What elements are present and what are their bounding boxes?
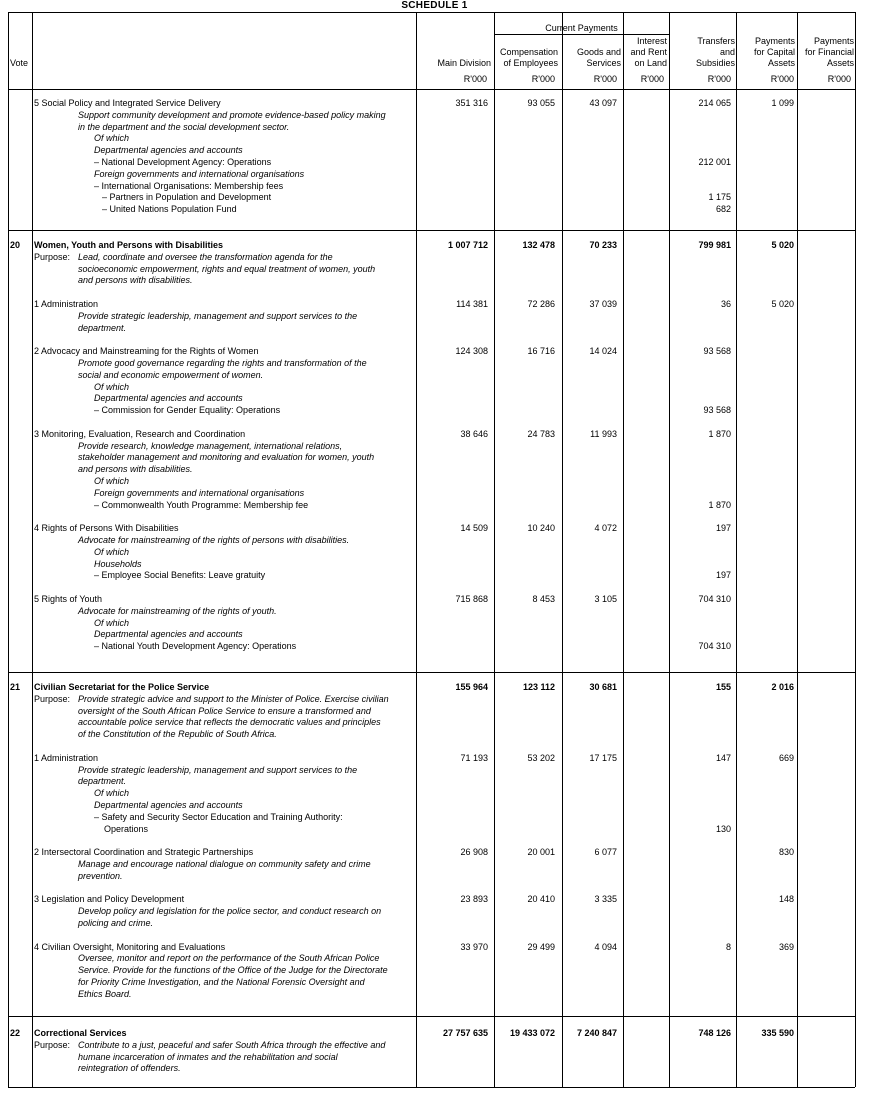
description-line: Oversee, monitor and report on the performance of the South African Police bbox=[78, 953, 380, 964]
description-line: 5 Rights of Youth bbox=[34, 594, 103, 604]
unit-transfers: R'000 bbox=[707, 74, 731, 84]
column-rule bbox=[494, 12, 495, 1087]
vote-number: 21 bbox=[10, 682, 21, 692]
financial-header-l1: Payments bbox=[813, 36, 854, 46]
amount-transfers: 1 870 bbox=[708, 499, 731, 510]
description-line: – International Organisations: Membership fees bbox=[94, 180, 284, 191]
capital-header-l2: for Capital bbox=[753, 47, 795, 57]
amount-capital: 369 bbox=[778, 941, 794, 952]
description-line: for Priority Crime Investigation, and the National Forensic Oversight and bbox=[78, 977, 365, 987]
amount-capital: 148 bbox=[778, 894, 794, 905]
description-line: Households bbox=[94, 558, 142, 569]
amount-capital: 5 020 bbox=[771, 240, 794, 250]
unit-main: R'000 bbox=[463, 74, 487, 84]
amount-comp: 132 478 bbox=[522, 240, 555, 250]
purpose-line bbox=[34, 1039, 386, 1052]
purpose-line bbox=[34, 251, 333, 264]
description-line: Departmental agencies and accounts bbox=[94, 393, 243, 404]
unit-comp: R'000 bbox=[531, 74, 555, 84]
amount-comp: 10 240 bbox=[527, 523, 555, 534]
current-payments-header: Current Payments bbox=[545, 23, 618, 33]
description-line: – United Nations Population Fund bbox=[102, 204, 237, 215]
interest-header-l3: on Land bbox=[634, 58, 667, 68]
description-line: Of which bbox=[94, 381, 130, 392]
amount-goods: 3 335 bbox=[594, 894, 617, 905]
column-rule bbox=[32, 12, 33, 1087]
description-line: humane incarceration of inmates and the rehabilitation and social bbox=[78, 1051, 338, 1062]
description-line: Foreign governments and international organisations bbox=[94, 168, 305, 179]
amount-comp: 72 286 bbox=[527, 299, 555, 309]
amount-main: 715 868 bbox=[455, 594, 488, 604]
description-line: – Commission for Gender Equality: Operations bbox=[94, 405, 281, 416]
amount-main: 26 908 bbox=[460, 847, 488, 858]
amount-transfers: 1 175 bbox=[708, 192, 731, 203]
description-line: Of which bbox=[94, 617, 130, 628]
description-line: oversight of the South African Police Service to ensure a transformed and bbox=[78, 705, 371, 716]
amount-capital: 2 016 bbox=[771, 682, 794, 692]
description-line: Manage and encourage national dialogue on community safety and crime bbox=[78, 859, 371, 869]
purpose-line bbox=[34, 693, 389, 706]
amount-transfers: 704 310 bbox=[698, 641, 731, 652]
amount-goods: 17 175 bbox=[589, 752, 617, 763]
goods-header-l1: Goods and bbox=[576, 47, 621, 57]
unit-capital: R'000 bbox=[770, 74, 794, 84]
capital-header bbox=[739, 36, 795, 69]
amount-comp: 53 202 bbox=[527, 752, 555, 763]
amount-main: 114 381 bbox=[456, 299, 488, 309]
purpose-text: Provide strategic advice and support to the Minister of Police. Exercise civilian bbox=[78, 693, 389, 704]
schedule-title: SCHEDULE 1 bbox=[401, 0, 468, 11]
amount-transfers: 155 bbox=[715, 682, 731, 692]
description-line: social and economic empowerment of women. bbox=[78, 369, 264, 380]
amount-goods: 70 233 bbox=[589, 240, 617, 250]
description-line: in the department and the social development sector. bbox=[78, 121, 290, 132]
amount-main: 351 316 bbox=[455, 98, 488, 108]
amount-transfers: 682 bbox=[715, 204, 731, 215]
amount-comp: 20 001 bbox=[527, 847, 555, 858]
amount-comp: 20 410 bbox=[527, 894, 555, 905]
block-rule bbox=[8, 230, 855, 231]
block-rule bbox=[8, 1016, 855, 1017]
amount-transfers: 1 870 bbox=[708, 428, 731, 439]
amount-goods: 37 039 bbox=[589, 299, 617, 309]
description-line: Of which bbox=[94, 133, 130, 144]
description-line: and persons with disabilities. bbox=[78, 464, 193, 475]
interest-header bbox=[624, 36, 667, 69]
block-rule bbox=[8, 672, 855, 673]
amount-comp: 24 783 bbox=[527, 428, 555, 439]
capital-header-l3: Assets bbox=[767, 58, 795, 68]
amount-capital: 669 bbox=[778, 752, 794, 763]
amount-capital: 335 590 bbox=[761, 1028, 794, 1038]
description-line: Promote good governance regarding the rights and transformation of the bbox=[78, 358, 367, 368]
amount-main: 1 007 712 bbox=[447, 240, 488, 250]
amount-main: 33 970 bbox=[460, 941, 488, 952]
amount-comp: 19 433 072 bbox=[509, 1028, 555, 1038]
main-division-header: Main Division bbox=[437, 58, 491, 68]
purpose-text: Contribute to a just, peaceful and safer South Africa through the effective and bbox=[78, 1039, 386, 1050]
amount-main: 38 646 bbox=[460, 428, 488, 439]
amount-transfers: 197 bbox=[715, 523, 731, 534]
amount-capital: 5 020 bbox=[771, 299, 794, 309]
amount-transfers: 36 bbox=[720, 299, 731, 309]
description-line: and persons with disabilities. bbox=[78, 275, 193, 286]
description-line: Support community development and promote evidence-based policy making bbox=[78, 109, 386, 120]
column-rule bbox=[623, 12, 624, 1087]
description-line: 5 Social Policy and Integrated Service Delivery bbox=[34, 98, 221, 108]
description-line: – Safety and Security Sector Education and Training Authority: bbox=[94, 811, 343, 822]
description-line: 2 Intersectoral Coordination and Strategic Partnerships bbox=[34, 847, 254, 858]
description-line: department. bbox=[78, 322, 127, 333]
purpose-text: Lead, coordinate and oversee the transformation agenda for the bbox=[78, 251, 333, 262]
description-line: stakeholder management and monitoring and evaluation for women, youth bbox=[78, 452, 375, 463]
amount-capital: 830 bbox=[778, 847, 794, 858]
description-line: Departmental agencies and accounts bbox=[94, 145, 243, 156]
description-line: Ethics Board. bbox=[78, 988, 132, 999]
purpose-label: Purpose: bbox=[34, 693, 71, 704]
transfers-header-l3: Subsidies bbox=[695, 58, 735, 68]
description-line: Departmental agencies and accounts bbox=[94, 629, 243, 640]
amount-goods: 4 094 bbox=[594, 941, 617, 952]
description-line: Of which bbox=[94, 546, 130, 557]
description-line: 1 Administration bbox=[34, 299, 99, 309]
unit-financial: R'000 bbox=[827, 74, 851, 84]
description-line: Advocate for mainstreaming of the rights of persons with disabilities. bbox=[78, 535, 350, 545]
vote-header: Vote bbox=[10, 58, 29, 68]
description-line: prevention. bbox=[78, 870, 123, 881]
current-payments-rule bbox=[494, 34, 669, 35]
description-line: 1 Administration bbox=[34, 752, 99, 763]
amount-comp: 8 453 bbox=[532, 594, 555, 604]
amount-transfers: 147 bbox=[715, 752, 731, 763]
goods-header-l2: Services bbox=[586, 58, 621, 68]
amount-transfers: 93 568 bbox=[703, 346, 731, 357]
vote-title: Civilian Secretariat for the Police Service bbox=[34, 682, 210, 692]
capital-header-l1: Payments bbox=[754, 36, 795, 46]
transfers-header-l1: Transfers bbox=[697, 36, 735, 46]
column-rule bbox=[669, 12, 670, 1087]
amount-goods: 4 072 bbox=[594, 523, 617, 534]
amount-goods: 43 097 bbox=[589, 98, 617, 108]
amount-goods: 6 077 bbox=[594, 847, 617, 858]
purpose-label: Purpose: bbox=[34, 1039, 71, 1050]
description-line: of the Constitution of the Republic of South Africa. bbox=[78, 729, 277, 740]
purpose-label: Purpose: bbox=[34, 251, 71, 262]
amount-main: 14 509 bbox=[460, 523, 488, 534]
description-line: 4 Civilian Oversight, Monitoring and Evaluations bbox=[34, 941, 226, 952]
description-line: Of which bbox=[94, 476, 130, 486]
description-line: – Commonwealth Youth Programme: Membership fee bbox=[94, 499, 309, 510]
description-line: Foreign governments and international organisations bbox=[94, 487, 305, 498]
description-line: socioeconomic empowerment, rights and equal treatment of women, youth bbox=[78, 263, 376, 274]
amount-transfers: 799 981 bbox=[698, 240, 731, 250]
description-line: department. bbox=[78, 776, 127, 787]
amount-goods: 30 681 bbox=[589, 682, 617, 692]
column-rule bbox=[562, 12, 563, 1087]
description-line: – National Youth Development Agency: Operations bbox=[94, 641, 297, 652]
compensation-header bbox=[495, 47, 558, 69]
amount-goods: 14 024 bbox=[589, 346, 617, 357]
column-rule bbox=[855, 12, 856, 1087]
amount-main: 71 193 bbox=[460, 752, 488, 763]
column-rule bbox=[797, 12, 798, 1087]
amount-transfers: 93 568 bbox=[703, 405, 731, 416]
amount-main: 23 893 bbox=[460, 894, 488, 905]
amount-main: 124 308 bbox=[455, 346, 488, 357]
amount-comp: 93 055 bbox=[527, 98, 555, 108]
amount-transfers: 197 bbox=[715, 570, 731, 581]
table-top-rule bbox=[8, 12, 855, 13]
description-line: 4 Rights of Persons With Disabilities bbox=[34, 523, 179, 534]
description-line: – National Development Agency: Operations bbox=[94, 157, 272, 167]
description-line: Provide strategic leadership, management and support services to the bbox=[78, 764, 358, 775]
description-line: 3 Legislation and Policy Development bbox=[34, 894, 185, 905]
description-line: Operations bbox=[104, 823, 149, 834]
header-rule bbox=[8, 89, 855, 90]
description-line: Advocate for mainstreaming of the rights of youth. bbox=[78, 605, 277, 616]
description-line: Departmental agencies and accounts bbox=[94, 800, 243, 810]
description-line: 2 Advocacy and Mainstreaming for the Rights of Women bbox=[34, 346, 259, 357]
goods-header bbox=[563, 47, 621, 69]
description-line: Service. Provide for the functions of the Office of the Judge for the Directorate bbox=[78, 965, 388, 976]
column-rule bbox=[8, 12, 9, 1087]
amount-transfers: 130 bbox=[715, 823, 731, 834]
description-line: – Partners in Population and Development bbox=[102, 192, 272, 203]
financial-header-l3: Assets bbox=[826, 58, 854, 68]
amount-goods: 3 105 bbox=[594, 594, 617, 604]
amount-transfers: 214 065 bbox=[698, 98, 731, 108]
description-line: accountable police service that reflects the democratic values and principles bbox=[78, 717, 381, 728]
vote-title: Women, Youth and Persons with Disabilities bbox=[34, 240, 224, 250]
vote-number: 22 bbox=[10, 1028, 21, 1038]
description-line: Develop policy and legislation for the police sector, and conduct research on bbox=[78, 906, 382, 917]
unit-interest: R'000 bbox=[640, 74, 664, 84]
interest-header-l1: Interest bbox=[636, 36, 667, 46]
table-bottom-rule bbox=[8, 1087, 855, 1088]
description-line: Provide research, knowledge management, international relations, bbox=[78, 440, 343, 451]
compensation-header-l2: of Employees bbox=[503, 58, 558, 68]
amount-transfers: 748 126 bbox=[698, 1028, 731, 1038]
amount-transfers: 8 bbox=[725, 941, 731, 952]
description-line: policing and crime. bbox=[78, 918, 154, 928]
column-rule bbox=[736, 12, 737, 1087]
description-line: – Employee Social Benefits: Leave gratuity bbox=[94, 570, 266, 581]
amount-transfers: 212 001 bbox=[698, 157, 731, 167]
vote-number: 20 bbox=[10, 240, 21, 250]
amount-goods: 11 993 bbox=[590, 428, 617, 439]
amount-capital: 1 099 bbox=[771, 98, 794, 108]
amount-comp: 16 716 bbox=[527, 346, 555, 357]
financial-header bbox=[798, 36, 854, 69]
amount-comp: 123 112 bbox=[522, 682, 555, 692]
amount-main: 155 964 bbox=[455, 682, 488, 692]
description-line: 3 Monitoring, Evaluation, Research and Coordination bbox=[34, 428, 246, 439]
transfers-header bbox=[672, 36, 735, 69]
financial-header-l2: for Financial bbox=[804, 47, 854, 57]
amount-goods: 7 240 847 bbox=[576, 1028, 617, 1038]
interest-header-l2: and Rent bbox=[630, 47, 667, 57]
description-line: Of which bbox=[94, 788, 130, 799]
amount-comp: 29 499 bbox=[527, 941, 555, 952]
amount-transfers: 704 310 bbox=[698, 594, 731, 604]
vote-title: Correctional Services bbox=[34, 1028, 127, 1038]
column-rule bbox=[416, 12, 417, 1087]
compensation-header-l1: Compensation bbox=[499, 47, 558, 57]
description-line: reintegration of offenders. bbox=[78, 1063, 181, 1074]
unit-goods: R'000 bbox=[593, 74, 617, 84]
description-line: Provide strategic leadership, management and support services to the bbox=[78, 310, 358, 321]
transfers-header-l2: and bbox=[719, 47, 735, 57]
amount-main: 27 757 635 bbox=[442, 1028, 488, 1038]
